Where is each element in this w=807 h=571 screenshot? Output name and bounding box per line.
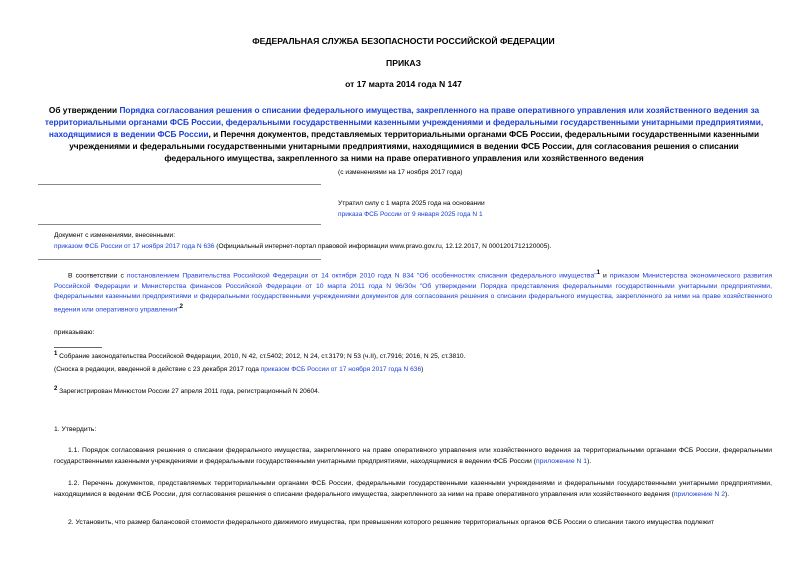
preamble-link-ministry-order[interactable]: приказом Министерства экономического развития Российской Федерации и Министерства финансов Российской Федерации от 10 марта 2011 года N 96/30н "Об утверждении Порядка представления федеральными государственными унитарными предприятиями, федеральными казенными предприятиями и федеральными государственными учреждениями документов для согласования решения о списании федерального имущества, закрепленного за ними на праве хозяйственного ведения или оперативного управления" bbox=[54, 272, 772, 314]
divider bbox=[38, 259, 321, 260]
appendix-2-link[interactable]: приложение N 2 bbox=[673, 490, 725, 498]
footnote-mark-1[interactable]: 1 bbox=[596, 270, 600, 276]
clause-2-text: 2. Установить, что размер балансовой стоимости федерального движимого имущества, при превышении которого решение территориальных органов ФСБ России о списании такого имущества подлежит bbox=[68, 519, 715, 526]
clause-1-1 bbox=[54, 446, 772, 467]
lost-force-note bbox=[338, 198, 485, 220]
footnote-2-mark: 2 bbox=[54, 386, 58, 392]
clause-1-1-end: ). bbox=[587, 457, 592, 465]
lost-force-link[interactable]: приказа ФСБ России от 9 января 2025 года N 1 bbox=[338, 211, 483, 218]
title-link-procedure[interactable]: Порядка согласования решения о списании федерального имущества, закрепленного на праве оперативного управления или хозяйственного ведения за территориальными органами ФСБ России, федеральными государственными казенными учреждениями и федеральными государственными унитарными предприятиями, находящимися в ведении ФСБ России bbox=[44, 105, 764, 140]
divider bbox=[38, 184, 321, 185]
document-title bbox=[40, 104, 768, 164]
preamble-text-1: В соответствии с bbox=[68, 272, 127, 280]
footnote-1-text: Собрание законодательства Российской Федерации, 2010, N 42, ст.5402; 2012, N 24, ст.3179; N 53 (ч.II), ст.7916; 2016, N 25, ст.3810. bbox=[57, 353, 466, 361]
footnote-2 bbox=[54, 386, 320, 395]
footnote-1-note-suffix: ) bbox=[421, 366, 424, 373]
preamble-text-2: и bbox=[600, 272, 610, 280]
title-prefix: Об утверждении bbox=[48, 105, 120, 115]
changes-label: Документ с изменениями, внесенными: bbox=[54, 232, 176, 239]
document-date-number: от 17 марта 2014 года N 147 bbox=[345, 79, 462, 89]
preamble-link-government-decree[interactable]: постановлением Правительства Российской Федерации от 14 октября 2010 года N 834 "Об особенностях списания федерального имущества" bbox=[126, 272, 597, 280]
edits-note: (с изменениями на 17 ноября 2017 года) bbox=[338, 169, 463, 176]
clause-1-1-text: 1.1. Порядок согласования решения о списании федерального имущества, закрепленного на праве оперативного управления или хозяйственного ведения за территориальными органами ФСБ России, федеральными государственными казенными учреждениями и федеральными государственными унитарными предприятиями, находящимися в ведении ФСБ России ( bbox=[54, 447, 772, 465]
clause-1-2-text: 1.2. Перечень документов, представляемых территориальными органами ФСБ России, федеральными государственными казенными учреждениями и федеральными государственными унитарными предприятиями, находящимися в ведении ФСБ России, для согласования решения о списании федерального имущества, закрепленного за ними на праве оперативного управления или хозяйственного ведения ( bbox=[54, 480, 772, 498]
footnote-mark-2[interactable]: 2 bbox=[179, 304, 184, 311]
footnote-2-text: Зарегистрирован Минюстом России 27 апреля 2011 года, регистрационный N 20604. bbox=[57, 388, 320, 396]
changes-block bbox=[54, 230, 774, 252]
footnote-1-note-link[interactable]: приказом ФСБ России от 17 ноября 2017 года N 636 bbox=[260, 366, 422, 373]
footnote-1 bbox=[54, 351, 465, 360]
changes-link[interactable]: приказом ФСБ России от 17 ноября 2017 года N 636 bbox=[54, 243, 215, 250]
footnote-divider bbox=[54, 347, 102, 348]
footnote-1-note-prefix: (Сноска в редакции, введенной в действие с 23 декабря 2017 года bbox=[54, 366, 261, 373]
footnote-1-edit-note bbox=[54, 366, 423, 373]
clause-1: 1. Утвердить: bbox=[54, 426, 97, 433]
agency-heading: ФЕДЕРАЛЬНАЯ СЛУЖБА БЕЗОПАСНОСТИ РОССИЙСКОЙ ФЕДЕРАЦИИ bbox=[252, 36, 555, 46]
footnote-1-mark: 1 bbox=[54, 351, 58, 357]
lost-force-text: Утратил силу с 1 марта 2025 года на основании bbox=[338, 200, 485, 207]
clause-1-2 bbox=[54, 479, 772, 500]
title-suffix: , и Перечня документов, представляемых территориальными органами ФСБ России, федеральными государственными казенными учреждениями и федеральными государственными унитарными предприятиями, находящимися в ведении ФСБ России, для согласования решения о списании федерального имущества, закрепленного за ними на праве оперативного управления или хозяйственного ведения bbox=[69, 129, 760, 164]
document-type-heading: ПРИКАЗ bbox=[386, 58, 421, 68]
order-word: приказываю: bbox=[54, 329, 95, 336]
divider bbox=[38, 224, 321, 225]
appendix-1-link[interactable]: приложение N 1 bbox=[535, 457, 588, 465]
clause-2 bbox=[54, 518, 772, 529]
changes-tail: (Официальный интернет-портал правовой информации www.pravo.gov.ru, 12.12.2017, N 0001201712120005). bbox=[214, 243, 552, 250]
preamble-paragraph bbox=[54, 268, 772, 316]
clause-1-2-end: ). bbox=[725, 490, 730, 498]
